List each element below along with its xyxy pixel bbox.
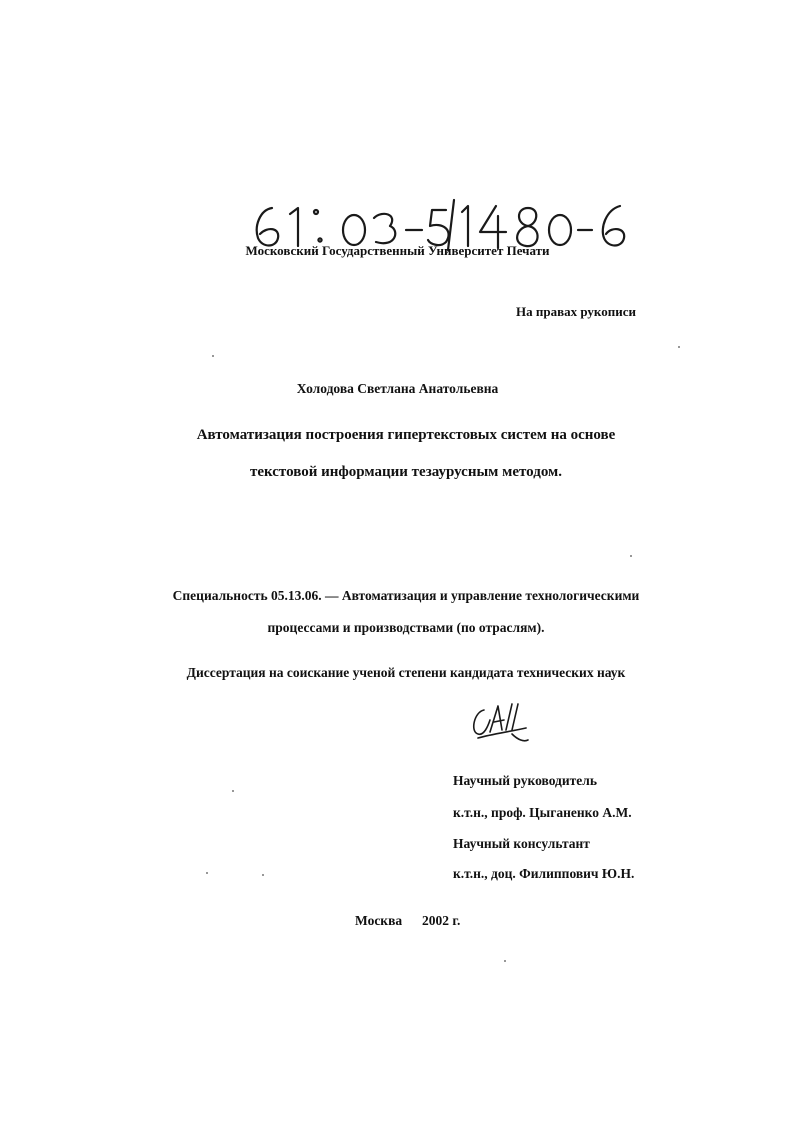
thesis-title-line-1: Автоматизация построения гипертекстовых систем на основе: [196, 427, 616, 443]
city: Москва: [355, 913, 403, 928]
consultant-label: Научный консультант: [453, 836, 590, 851]
scan-speck: [678, 346, 680, 348]
signature-icon: [468, 696, 532, 746]
dissertation-statement: Диссертация на соискание ученой степени кандидата технических наук: [186, 665, 626, 680]
author-name: Холодова Светлана Анатольевна: [296, 381, 499, 396]
manuscript-rights-note: На правах рукописи: [516, 304, 636, 319]
year: 2002 г.: [422, 913, 461, 928]
specialty-line-2: процессами и производствами (по отраслям).: [267, 620, 545, 635]
scan-speck: [232, 790, 234, 792]
supervisor-label: Научный руководитель: [453, 773, 597, 788]
scan-speck: [630, 555, 632, 557]
specialty-line-1: Специальность 05.13.06. — Автоматизация и управление технологическими: [172, 588, 640, 603]
university-name: Московский Государственный Университет Печати: [245, 243, 550, 258]
thesis-title-line-2: текстовой информации тезаурусным методом.: [249, 464, 563, 480]
scan-speck: [504, 960, 506, 962]
scan-speck: [262, 874, 264, 876]
consultant-name: к.т.н., доц. Филиппович Ю.Н.: [453, 866, 635, 881]
scan-speck: [206, 872, 208, 874]
supervisor-name: к.т.н., проф. Цыганенко А.М.: [453, 805, 632, 820]
scan-speck: [212, 355, 214, 357]
